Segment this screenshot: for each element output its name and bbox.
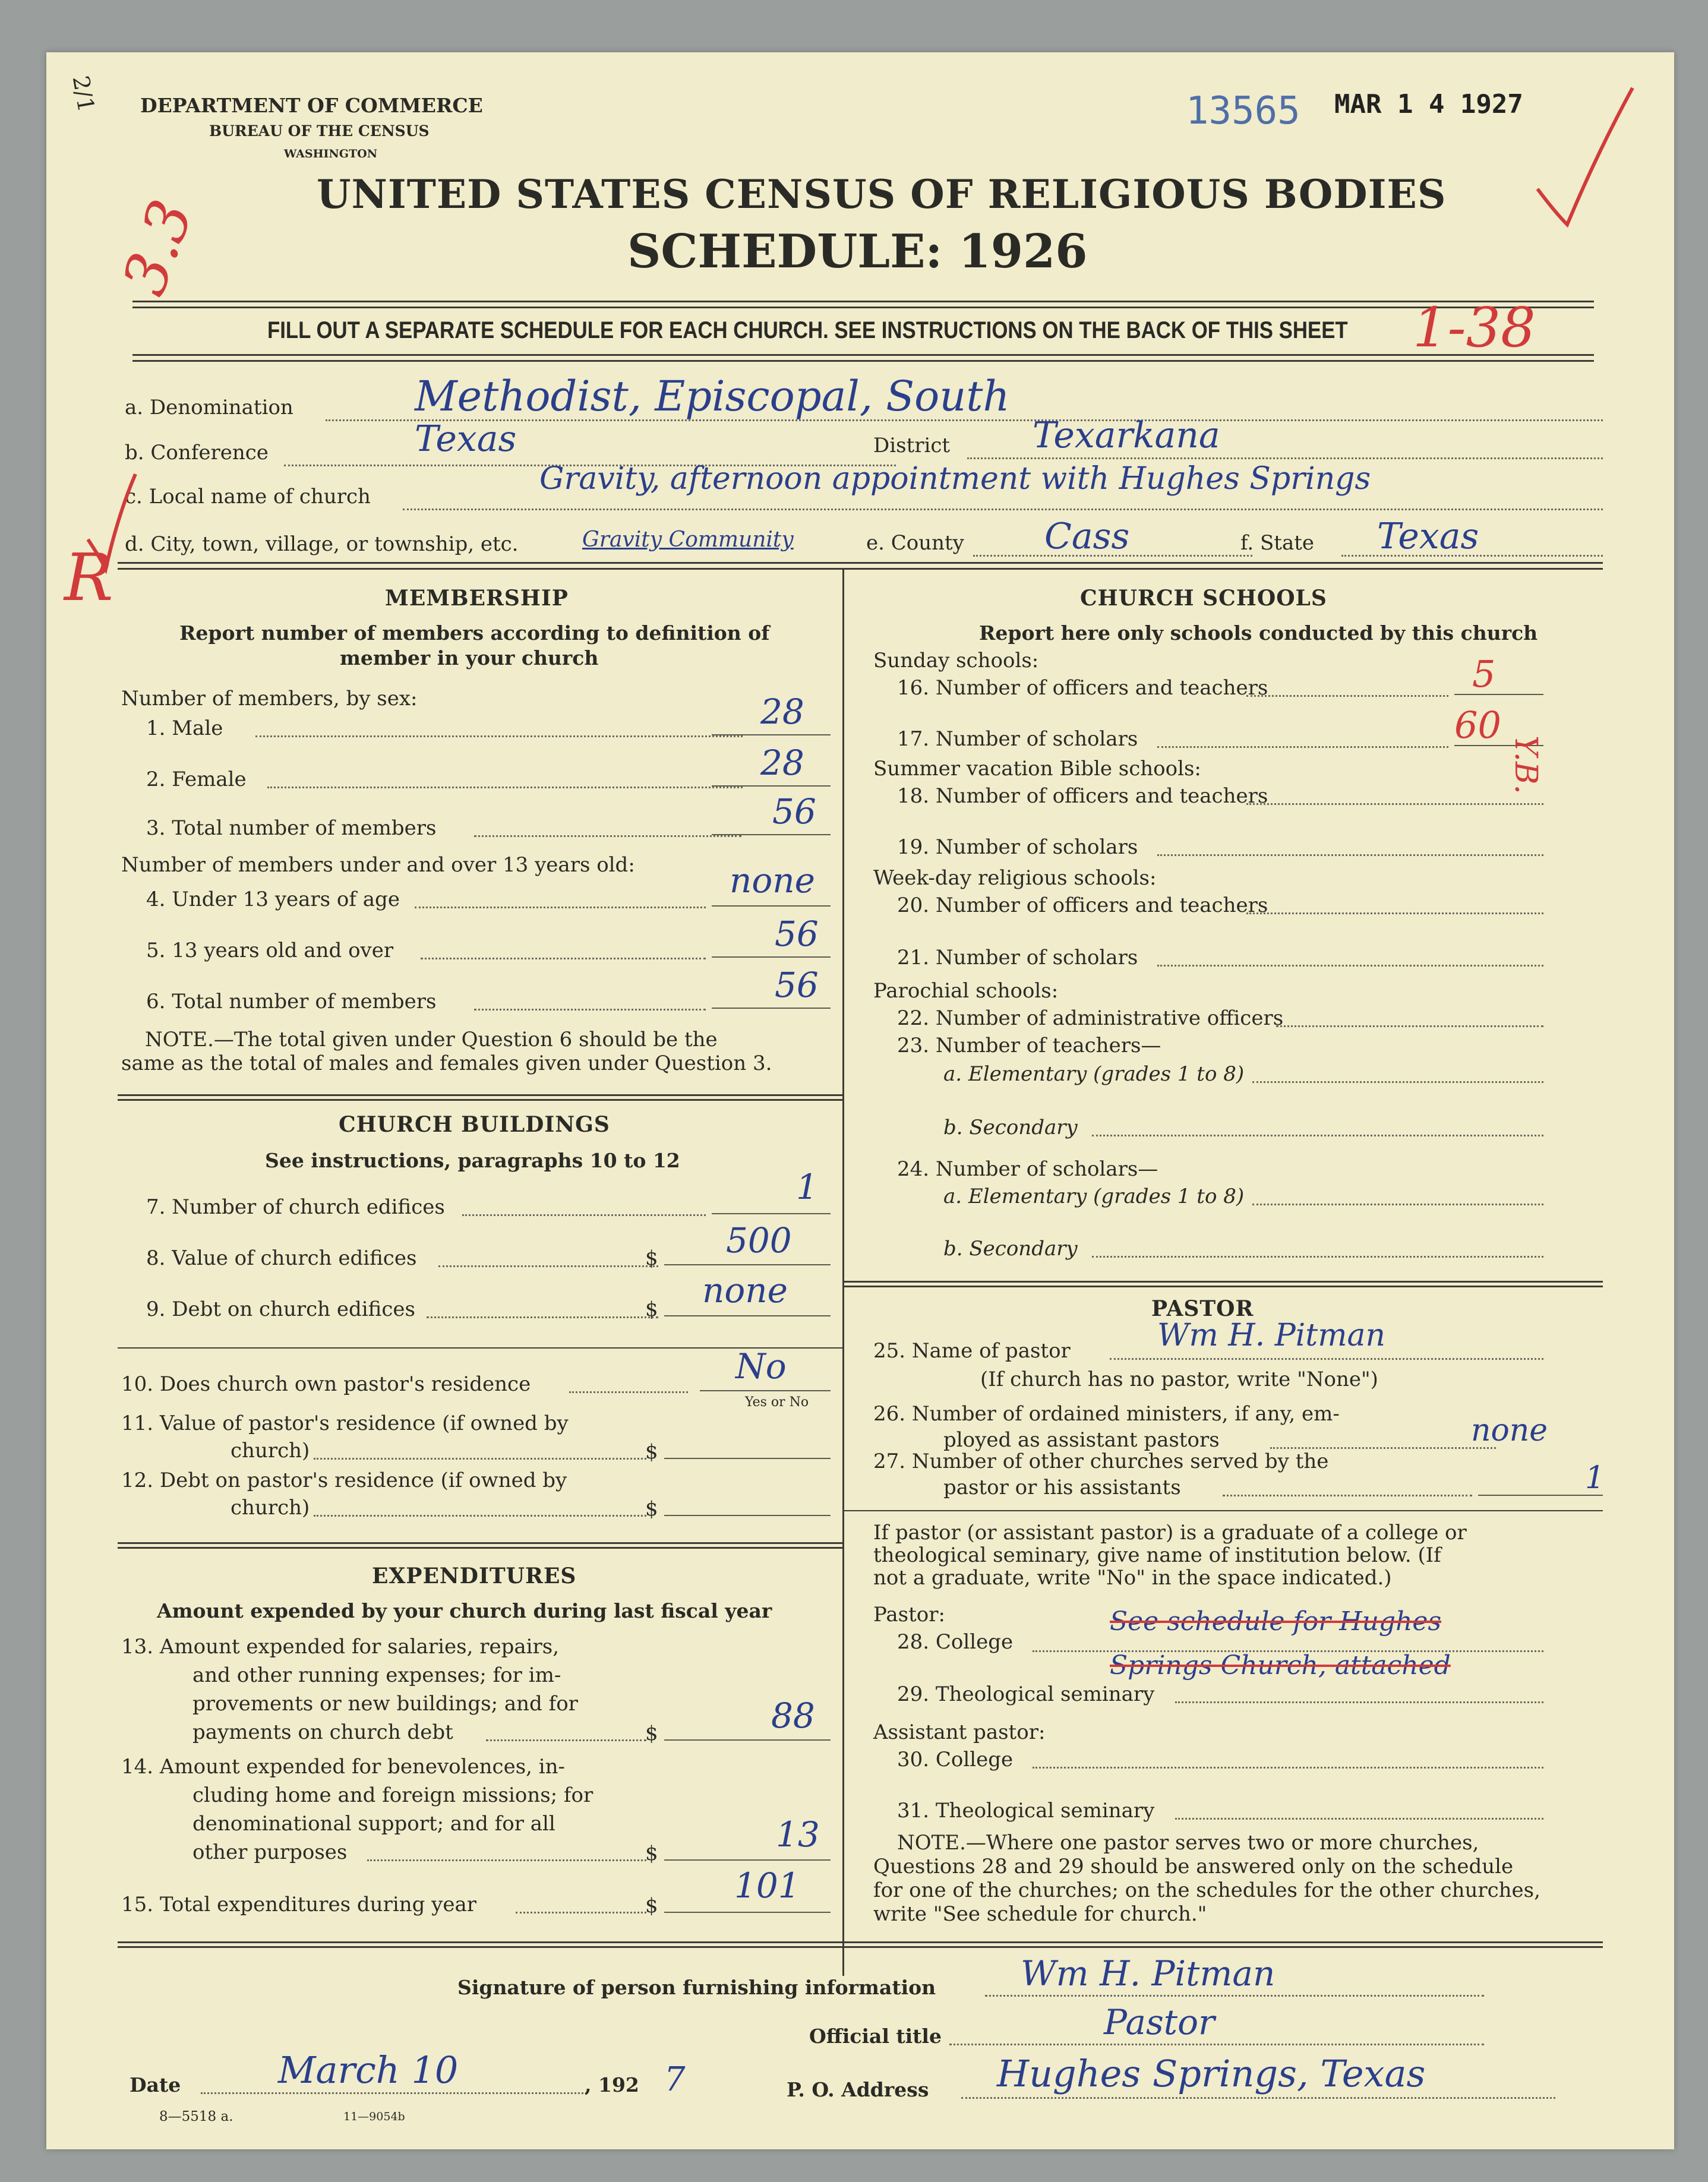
q1-label: 1. Male (146, 716, 223, 740)
q10-value: No (735, 1346, 787, 1387)
q7-label: 7. Number of church edifices (146, 1195, 445, 1219)
q24b-label: b. Secondary (943, 1237, 1078, 1261)
q26-value: none (1471, 1413, 1548, 1448)
q11-label-1: 11. Value of pastor's residence (if owned by (121, 1411, 569, 1435)
schedule-title: SCHEDULE: 1926 (627, 225, 1088, 279)
print-number: 11—9054b (343, 2110, 405, 2123)
q3-label: 3. Total number of members (146, 816, 437, 840)
members-by-age-label: Number of members under and over 13 years old: (121, 853, 635, 877)
members-by-sex-label: Number of members, by sex: (121, 687, 418, 711)
q27-label-1: 27. Number of other churches served by the (873, 1450, 1329, 1473)
weekday-schools-label: Week-day religious schools: (873, 866, 1157, 890)
q15-value: 101 (734, 1865, 800, 1906)
red-check-mark (1532, 76, 1638, 230)
q12-label-1: 12. Debt on pastor's residence (if owned by (121, 1469, 567, 1492)
year-digit: 7 (664, 2060, 686, 2099)
q2-label: 2. Female (146, 768, 247, 791)
pastor-subheading: Pastor: (873, 1603, 945, 1627)
q8-value: 500 (726, 1220, 792, 1261)
q24-label: 24. Number of scholars— (897, 1157, 1158, 1181)
census-schedule-sheet (46, 52, 1674, 2149)
q25-note: (If church has no pastor, write "None") (980, 1368, 1378, 1391)
q12-dollar: $ (645, 1497, 658, 1521)
q17-label: 17. Number of scholars (897, 727, 1138, 751)
q8-dollar: $ (645, 1246, 658, 1270)
official-title-label: Official title (809, 2025, 942, 2048)
q14-value: 13 (776, 1814, 820, 1855)
membership-sub-2: member in your church (340, 646, 599, 670)
corner-note: 2/1 (67, 74, 100, 114)
instructions-banner: FILL OUT A SEPARATE SCHEDULE FOR EACH CHURCH. SEE INSTRUCTIONS ON THE BACK OF THIS SHEET (267, 317, 1348, 343)
pastor-heading: PASTOR (1151, 1296, 1254, 1321)
q6-label: 6. Total number of members (146, 990, 437, 1013)
buildings-sub: See instructions, paragraphs 10 to 12 (265, 1149, 680, 1172)
left-red-letter: R (64, 539, 113, 615)
schools-heading: CHURCH SCHOOLS (1080, 586, 1327, 611)
q15-label: 15. Total expenditures during year (121, 1893, 477, 1916)
q25-label: 25. Name of pastor (873, 1339, 1071, 1363)
q13-label-3: provements or new buildings; and for (192, 1692, 578, 1716)
state-label: f. State (1240, 531, 1314, 555)
q8-label: 8. Value of church edifices (146, 1246, 417, 1270)
q13-dollar: $ (645, 1722, 658, 1745)
district-value: Texarkana (1033, 415, 1220, 456)
q9-value: none (702, 1270, 788, 1311)
assistant-pastor-subheading: Assistant pastor: (873, 1720, 1046, 1744)
q14-label-4: other purposes (192, 1840, 348, 1864)
q26-label-1: 26. Number of ordained ministers, if any, em- (873, 1402, 1340, 1426)
graduate-note-1: If pastor (or assistant pastor) is a graduate of a college or (873, 1521, 1467, 1545)
po-address-label: P. O. Address (787, 2078, 929, 2101)
city-label: d. City, town, village, or township, etc. (125, 532, 519, 556)
denomination-value: Methodist, Episcopal, South (415, 372, 1010, 421)
county-label: e. County (866, 531, 964, 555)
sunday-side-note: Y.B. (1508, 735, 1543, 794)
q28-value: See schedule for Hughes (1110, 1606, 1442, 1637)
q9-label: 9. Debt on church edifices (146, 1297, 415, 1321)
q27-label-2: pastor or his assistants (943, 1476, 1181, 1499)
pastor-note-4: write "See schedule for church." (873, 1902, 1207, 1926)
q16-label: 16. Number of officers and teachers (897, 676, 1268, 700)
pastor-note-2: Questions 28 and 29 should be answered only on the schedule (873, 1855, 1514, 1878)
q23b-label: b. Secondary (943, 1116, 1078, 1139)
denomination-label: a. Denomination (125, 396, 293, 419)
date-value: March 10 (278, 2048, 459, 2092)
q14-dollar: $ (645, 1842, 658, 1865)
conference-value: Texas (415, 418, 517, 460)
q6-value: 56 (775, 965, 819, 1005)
q28-value-cont: Springs Church, attached (1110, 1650, 1451, 1681)
q29-label: 29. Theological seminary (897, 1682, 1155, 1706)
yes-or-no-hint: Yes or No (745, 1395, 809, 1410)
q16-value: 5 (1472, 652, 1496, 696)
margin-red-note: 3.3 (109, 191, 207, 304)
q25-value: Wm H. Pitman (1157, 1318, 1386, 1353)
county-value: Cass (1044, 516, 1130, 557)
pastor-note-3: for one of the churches; on the schedules for the other churches, (873, 1878, 1540, 1902)
year-prefix: , 192 (585, 2073, 639, 2096)
bureau-name: BUREAU OF THE CENSUS (209, 122, 430, 140)
graduate-note-3: not a graduate, write "No" in the space indicated.) (873, 1566, 1392, 1590)
q3-value: 56 (772, 791, 816, 832)
q28-label: 28. College (897, 1630, 1014, 1654)
graduate-note-2: theological seminary, give name of institution below. (If (873, 1543, 1441, 1567)
expenditures-heading: EXPENDITURES (372, 1564, 577, 1589)
received-stamp-date: MAR 1 4 1927 (1334, 89, 1523, 119)
summer-schools-label: Summer vacation Bible schools: (873, 757, 1201, 781)
local-name-label: c. Local name of church (125, 485, 371, 509)
q5-label: 5. 13 years old and over (146, 939, 394, 962)
buildings-heading: CHURCH BUILDINGS (339, 1112, 610, 1137)
q13-label-4: payments on church debt (192, 1720, 453, 1744)
po-address-value: Hughes Springs, Texas (997, 2052, 1426, 2095)
q2-value: 28 (760, 743, 804, 783)
form-number: 8—5518 a. (159, 2109, 233, 2124)
membership-heading: MEMBERSHIP (385, 586, 569, 611)
bureau-city: WASHINGTON (284, 147, 378, 160)
q4-label: 4. Under 13 years of age (146, 888, 400, 911)
q4-value: none (730, 860, 815, 901)
q15-dollar: $ (645, 1894, 658, 1918)
signature-label: Signature of person furnishing information (457, 1976, 936, 1999)
q26-label-2: ployed as assistant pastors (943, 1428, 1220, 1452)
city-value: Gravity Community (582, 528, 794, 552)
q19-label: 19. Number of scholars (897, 835, 1138, 859)
sunday-schools-label: Sunday schools: (873, 649, 1039, 672)
q13-value: 88 (771, 1695, 815, 1736)
q27-value: 1 (1585, 1460, 1605, 1496)
q9-dollar: $ (645, 1297, 658, 1321)
local-name-value: Gravity, afternoon appointment with Hughes Springs (539, 461, 1371, 497)
date-label: Date (130, 2073, 181, 2096)
district-label: District (873, 434, 951, 457)
q13-label-2: and other running expenses; for im- (192, 1663, 561, 1687)
q14-label-3: denominational support; and for all (192, 1812, 555, 1836)
q18-label: 18. Number of officers and teachers (897, 784, 1268, 808)
pastor-note-1: NOTE.—Where one pastor serves two or more churches, (897, 1831, 1479, 1855)
conference-label: b. Conference (125, 441, 269, 465)
state-value: Texas (1377, 516, 1479, 557)
q31-label: 31. Theological seminary (897, 1799, 1155, 1823)
q24a-label: a. Elementary (grades 1 to 8) (943, 1185, 1245, 1208)
q30-label: 30. College (897, 1748, 1014, 1772)
parochial-schools-label: Parochial schools: (873, 979, 1059, 1003)
membership-note-2: same as the total of males and females given under Question 3. (121, 1051, 772, 1075)
membership-sub-1: Report number of members according to definition of (179, 621, 770, 645)
department-name: DEPARTMENT OF COMMERCE (140, 94, 483, 117)
q13-label-1: 13. Amount expended for salaries, repairs, (121, 1635, 560, 1659)
schools-sub: Report here only schools conducted by this church (979, 621, 1538, 645)
q21-label: 21. Number of scholars (897, 946, 1138, 970)
q10-label: 10. Does church own pastor's residence (121, 1372, 531, 1396)
q5-value: 56 (775, 914, 819, 954)
q11-label-2: church) (231, 1439, 310, 1463)
serial-number: 13565 (1186, 89, 1300, 133)
q11-dollar: $ (645, 1440, 658, 1464)
q14-label-1: 14. Amount expended for benevolences, in- (121, 1755, 566, 1779)
official-title-value: Pastor (1104, 2002, 1215, 2042)
q22-label: 22. Number of administrative officers (897, 1006, 1284, 1030)
form-title: UNITED STATES CENSUS OF RELIGIOUS BODIES (317, 171, 1447, 217)
q12-label-2: church) (231, 1496, 310, 1520)
q23a-label: a. Elementary (grades 1 to 8) (943, 1062, 1245, 1086)
membership-note-1: NOTE.—The total given under Question 6 should be the (145, 1028, 718, 1051)
q23-label: 23. Number of teachers— (897, 1034, 1161, 1057)
q7-value: 1 (796, 1167, 818, 1207)
banner-red-note: 1-38 (1413, 296, 1536, 359)
signature-value: Wm H. Pitman (1021, 1953, 1276, 1994)
expenditures-sub: Amount expended by your church during last fiscal year (157, 1599, 772, 1622)
q20-label: 20. Number of officers and teachers (897, 893, 1268, 917)
q1-value: 28 (760, 691, 804, 732)
q17-value: 60 (1454, 703, 1501, 747)
q14-label-2: cluding home and foreign missions; for (192, 1783, 593, 1807)
